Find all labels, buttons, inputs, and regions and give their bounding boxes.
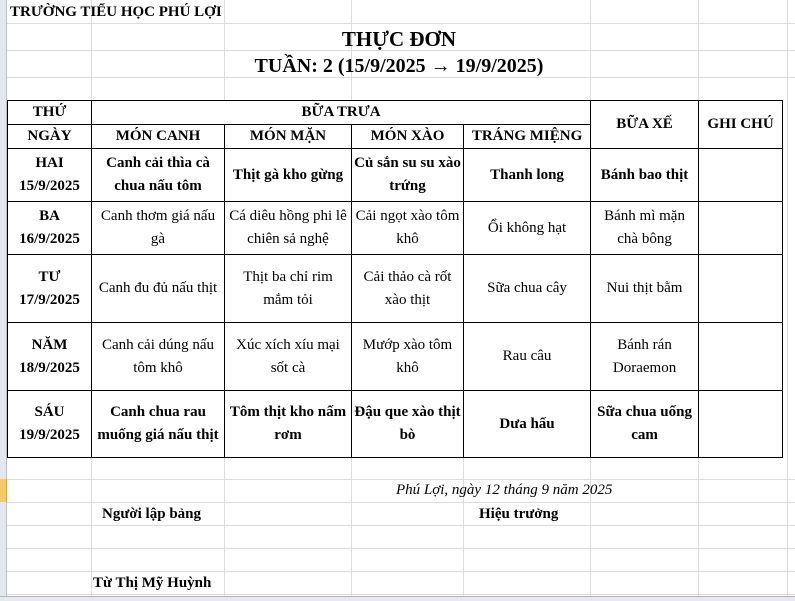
gridline bbox=[7, 23, 795, 24]
week-range[interactable]: TUẦN: 2 (15/9/2025 → 19/9/2025) bbox=[254, 55, 544, 77]
stirfry-cell[interactable]: Cải thảo cà rốt xào thịt bbox=[352, 255, 464, 323]
header-stirfry[interactable]: MÓN XÀO bbox=[352, 125, 464, 149]
header-main[interactable]: MÓN MẶN bbox=[225, 125, 352, 149]
day-name: BA bbox=[39, 208, 60, 224]
gridline bbox=[787, 0, 788, 601]
stirfry-cell[interactable]: Mướp xào tôm khô bbox=[352, 323, 464, 391]
gridline bbox=[91, 456, 92, 601]
gridline bbox=[7, 571, 795, 572]
main-cell[interactable]: Tôm thịt kho nấm rơm bbox=[225, 391, 352, 458]
row-header-strip[interactable] bbox=[0, 0, 7, 601]
gridline bbox=[463, 456, 464, 601]
dessert-cell[interactable]: Thanh long bbox=[464, 149, 591, 202]
main-cell[interactable]: Thịt ba chỉ rim mắm tỏi bbox=[225, 255, 352, 323]
soup-cell[interactable]: Canh cải thìa cà chua nấu tôm bbox=[92, 149, 225, 202]
gridline bbox=[698, 456, 699, 601]
main-cell[interactable]: Thịt gà kho gừng bbox=[225, 149, 352, 202]
day-name: TƯ bbox=[38, 268, 61, 285]
day-name: NĂM bbox=[31, 336, 68, 353]
table-row bbox=[8, 202, 783, 255]
menu-table bbox=[7, 100, 783, 458]
gridline bbox=[224, 456, 225, 601]
notes-cell[interactable] bbox=[699, 255, 783, 323]
header-dessert[interactable]: TRÁNG MIỆNG bbox=[464, 125, 591, 149]
table-row bbox=[8, 255, 783, 323]
day-name: SÁU bbox=[34, 404, 65, 420]
snack-cell[interactable]: Sữa chua uống cam bbox=[591, 391, 699, 458]
sheet-tab-bar[interactable] bbox=[0, 596, 795, 601]
day-cell[interactable] bbox=[8, 255, 92, 323]
day-cell[interactable] bbox=[8, 391, 92, 458]
snack-cell[interactable]: Bánh rán Doraemon bbox=[591, 323, 699, 391]
day-date: 19/9/2025 bbox=[19, 427, 80, 443]
gridline bbox=[7, 479, 795, 480]
gridline bbox=[7, 502, 795, 503]
notes-cell[interactable] bbox=[699, 149, 783, 202]
soup-cell[interactable]: Canh thơm giá nấu gà bbox=[92, 202, 225, 255]
header-day-bottom[interactable]: NGÀY bbox=[8, 125, 92, 149]
header-lunch-group[interactable]: BỮA TRƯA bbox=[92, 101, 591, 125]
soup-cell[interactable]: Canh chua rau muống giá nấu thịt bbox=[92, 391, 225, 458]
menu-title[interactable]: THỰC ĐƠN bbox=[341, 27, 457, 51]
notes-cell[interactable] bbox=[699, 323, 783, 391]
table-row bbox=[8, 391, 783, 458]
day-cell[interactable] bbox=[8, 202, 92, 255]
dessert-cell[interactable]: Rau câu bbox=[464, 323, 591, 391]
gridline bbox=[7, 594, 795, 595]
dessert-cell[interactable]: Ổi không hạt bbox=[464, 202, 591, 255]
table-row bbox=[8, 323, 783, 391]
day-date: 16/9/2025 bbox=[19, 231, 80, 247]
preparer-name[interactable]: Từ Thị Mỹ Huỳnh bbox=[93, 575, 212, 591]
main-cell[interactable]: Cá diêu hồng phi lê chiên sả nghệ bbox=[225, 202, 352, 255]
gridline bbox=[590, 456, 591, 601]
snack-cell[interactable]: Bánh bao thịt bbox=[591, 149, 699, 202]
notes-cell[interactable] bbox=[699, 202, 783, 255]
stirfry-cell[interactable]: Đậu que xào thịt bò bbox=[352, 391, 464, 458]
header-notes[interactable]: GHI CHÚ bbox=[699, 101, 783, 149]
main-cell[interactable]: Xúc xích xíu mại sốt cà bbox=[225, 323, 352, 391]
stirfry-cell[interactable]: Cải ngọt xào tôm khô bbox=[352, 202, 464, 255]
snack-cell[interactable]: Nui thịt bằm bbox=[591, 255, 699, 323]
day-date: 15/9/2025 bbox=[19, 178, 80, 194]
gridline bbox=[351, 456, 352, 601]
header-soup[interactable]: MÓN CANH bbox=[92, 125, 225, 149]
notes-cell[interactable] bbox=[699, 391, 783, 458]
selected-row-header[interactable] bbox=[0, 479, 7, 502]
day-date: 17/9/2025 bbox=[19, 291, 80, 308]
snack-cell[interactable]: Bánh mì mặn chà bông bbox=[591, 202, 699, 255]
day-date: 18/9/2025 bbox=[19, 359, 80, 376]
place-date[interactable]: Phú Lợi, ngày 12 tháng 9 năm 2025 bbox=[396, 482, 613, 498]
gridline bbox=[7, 525, 795, 526]
day-cell[interactable] bbox=[8, 323, 92, 391]
header-snack[interactable]: BỮA XẾ bbox=[591, 101, 699, 149]
day-name: HAI bbox=[35, 155, 64, 171]
table-row bbox=[8, 149, 783, 202]
gridline bbox=[7, 548, 795, 549]
dessert-cell[interactable]: Dưa hấu bbox=[464, 391, 591, 458]
preparer-label[interactable]: Người lập bảng bbox=[102, 506, 202, 522]
stirfry-cell[interactable]: Củ sắn su su xào trứng bbox=[352, 149, 464, 202]
dessert-cell[interactable]: Sữa chua cây bbox=[464, 255, 591, 323]
header-day-top[interactable]: THỨ bbox=[8, 101, 92, 125]
principal-label[interactable]: Hiệu trưởng bbox=[479, 506, 559, 522]
soup-cell[interactable]: Canh đu đủ nấu thịt bbox=[92, 255, 225, 323]
soup-cell[interactable]: Canh cải dúng nấu tôm khô bbox=[92, 323, 225, 391]
day-cell[interactable] bbox=[8, 149, 92, 202]
school-name[interactable]: TRƯỜNG TIỂU HỌC PHÚ LỢI bbox=[10, 4, 222, 20]
